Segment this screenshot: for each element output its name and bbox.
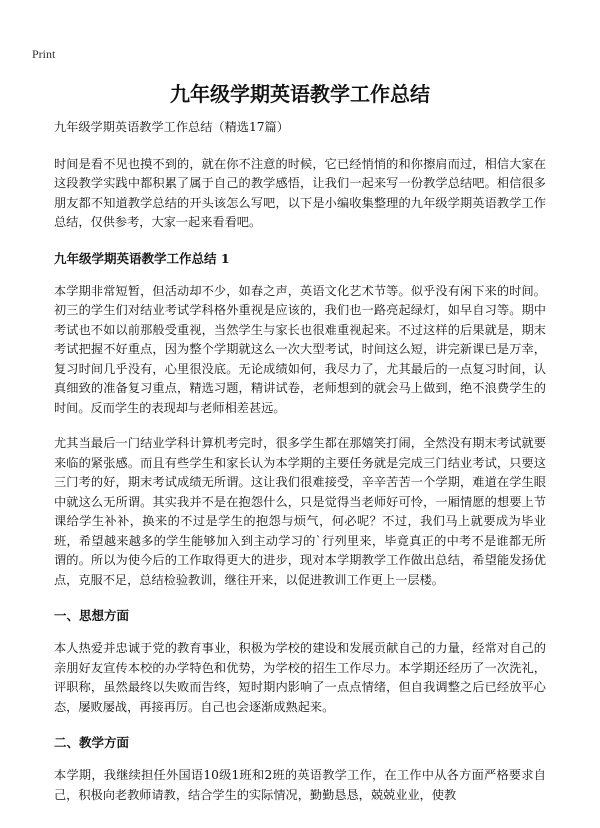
article-body (54, 118, 546, 821)
section-1-paragraph-2: 尤其当最后一门结业学科计算机考完时，很多学生都在那嬉笑打闹，全然没有期末考试就要来临的紧张感。而且有些学生和家长认为本学期的主要任务就是完成三门结业考试，只要这三门考的好，期末考试成绩无所谓。这让我们很难接受，辛辛苦苦一个学期，难道在学生眼中就这么无所谓。其实我并不是在抱怨什么，只是觉得当老师好可怜，一厢情愿的想要上节课给学生补补，换来的不过是学生的抱怨与烦气，何必呢？不过，我们马上就要成为毕业班，希望越来越多的学生能够加入到主动学习的`行列里来，毕竟真正的中考不是谁都无所谓的。所以为使今后的工作取得更大的进步，现对本学期教学工作做出总结，希望能发扬优点，克服不足，总结检验教训，继往开来，以促进教训工作更上一层楼。 (54, 436, 546, 587)
print-link[interactable]: Print (32, 47, 56, 61)
page-title: 九年级学期英语教学工作总结 (170, 82, 430, 106)
section-1-paragraph-1: 本学期非常短暂，但活动却不少，如春之声，英语文化艺术节等。似乎没有闲下来的时间。初三的学生们对结业考试学科格外重视是应该的，我们也一路亮起绿灯，如早自习等。期中考试也不如以前那般受重视，当然学生与家长也很难重视起来。不过这样的后果就是，期末考试把握不好重点，因为整个学期就这么一次大型考试，时间这么短，讲完新课已是万幸，复习时间几乎没有，心里很没底。无论成绩如何，我尽力了，尤其最后的一点复习时间，认真细致的准备复习重点，精选习题，精讲试卷，老师想到的就会马上做到，绝不浪费学生的时间。反而学生的表现却与老师相差甚远。 (54, 283, 546, 415)
thought-paragraph: 本人热爱并忠诚于党的教育事业，积极为学校的建设和发展贡献自己的力量，经常对自己的亲朋好友宣传本校的办学特色和优势，为学校的招生工作尽力。本学期还经历了一次洗礼，评职称，虽然最终以失败而告终，短时期内影响了一点点情绪，但自我调整之后已经放平心态，屡败屡战，再接再厉。自己也会逐渐成熟起来。 (54, 641, 546, 714)
intro-paragraph: 时间是看不见也摸不到的，就在你不注意的时候，它已经悄悄的和你擦肩而过，相信大家在这段教学实践中都积累了属于自己的教学感悟，让我们一起来写一份教学总结吧。相信很多朋友都不知道教学总结的开头该怎么写吧，以下是小编收集整理的九年级学期英语教学工作总结，仅供参考，大家一起来看看吧。 (54, 156, 546, 229)
article-subtitle: 九年级学期英语教学工作总结（精选17篇） (54, 120, 289, 134)
teaching-paragraph: 本学期，我继续担任外国语10级1班和2班的英语教学工作，在工作中从各方面严格要求自己，积极向老教师请教，结合学生的实际情况，勤勤恳恳，兢兢业业，使教 (54, 768, 546, 802)
section-heading-1: 九年级学期英语教学工作总结 1 (54, 250, 230, 266)
section-heading-teaching: 二、教学方面 (54, 735, 130, 750)
section-heading-thought: 一、思想方面 (54, 608, 130, 623)
